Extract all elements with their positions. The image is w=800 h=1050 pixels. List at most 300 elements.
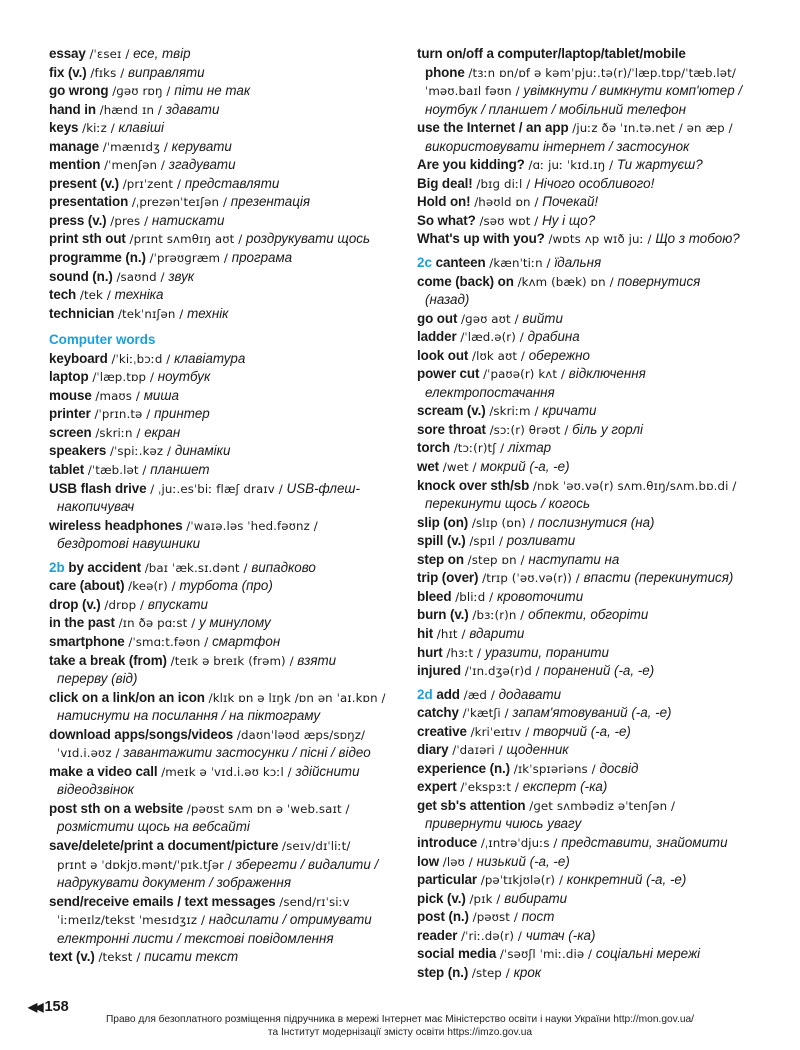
- headword: download apps/songs/videos: [49, 726, 234, 742]
- headword: torch: [417, 440, 450, 456]
- headword: keyboard: [49, 350, 108, 366]
- phonetic: /hænd ɪn /: [99, 102, 162, 117]
- vocab-entry: [417, 328, 769, 347]
- phonetic: /lʊk aʊt /: [472, 348, 525, 363]
- copyright-note: [100, 1013, 700, 1039]
- phonetic: /sɔː(r) θrəʊt /: [489, 422, 569, 437]
- translation: кричати: [542, 403, 597, 419]
- vocab-entry-continuation: [49, 670, 404, 689]
- translation: надсилати / отримувати: [208, 912, 372, 928]
- vocab-entry-continuation: [49, 535, 404, 554]
- translation: звук: [168, 268, 195, 284]
- vocab-entry-continuation: [417, 384, 769, 403]
- phonetic: /tɜːn ɒn/ɒf ə kəmˈpjuː.tə(r)/ˈlæp.tɒp/ˈtæb.lət/: [468, 65, 736, 80]
- translation: перерву (від): [57, 671, 138, 687]
- headword: wireless headphones: [49, 517, 183, 533]
- headword: mouse: [49, 387, 92, 403]
- vocab-entry: [49, 596, 404, 615]
- vocab-entry-continuation: [417, 64, 769, 83]
- headword: sore throat: [417, 421, 486, 437]
- vocab-entry: [49, 633, 404, 652]
- vocab-entry: [417, 477, 769, 496]
- copyright-line-2: та Інститут модернізації змісту освіти https://imzo.gov.ua: [267, 1027, 533, 1038]
- headword: presentation: [49, 194, 129, 210]
- translation: Що з тобою?: [655, 231, 740, 247]
- vocab-entry: [49, 156, 404, 175]
- translation: презентація: [230, 194, 311, 210]
- vocab-entry: [49, 138, 404, 157]
- translation: їдальня: [554, 255, 602, 271]
- vocab-entry: [417, 273, 769, 292]
- vocab-entry: [49, 101, 404, 120]
- translation: біль у горлі: [572, 421, 643, 437]
- translation: зберегти / видалити /: [235, 856, 379, 872]
- vocab-entry-continuation: [49, 707, 404, 726]
- vocab-entry: [49, 652, 404, 671]
- vocab-entry: [49, 405, 404, 424]
- headword: bleed: [417, 588, 452, 604]
- translation: ліхтар: [507, 440, 552, 456]
- vocab-entry: [49, 268, 404, 287]
- headword: smartphone: [49, 633, 125, 649]
- headword: print sth out: [49, 231, 126, 247]
- headword: experience (n.): [417, 760, 511, 776]
- vocab-entry: [417, 119, 769, 138]
- phonetic: /ˈsəʊʃl ˈmiː.diə /: [499, 947, 593, 962]
- translation: планшет: [150, 462, 210, 478]
- headword: slip (on): [417, 514, 469, 530]
- phonetic: /ɡəʊ aʊt /: [461, 311, 519, 326]
- translation: клавіатура: [174, 350, 246, 366]
- headword: care (about): [49, 578, 125, 594]
- translation: ноутбук: [157, 369, 211, 385]
- phonetic: /ˌɪntrəˈdjuːs /: [480, 835, 558, 850]
- headword: What's up with you?: [417, 231, 545, 247]
- headword: mention: [49, 157, 101, 173]
- section-number: 2b: [49, 559, 65, 575]
- translation: Ну і що?: [542, 212, 596, 228]
- vocab-entry: [417, 964, 769, 983]
- translation: есе, твір: [133, 46, 191, 61]
- phonetic: /ˈlæd.ə(r) /: [460, 330, 524, 345]
- headword: by accident: [68, 559, 141, 575]
- headword: speakers: [49, 443, 107, 459]
- headword: burn (v.): [417, 607, 469, 623]
- translation: пост: [521, 909, 555, 925]
- headword: fix (v.): [49, 64, 87, 80]
- vocab-entry: [49, 175, 404, 194]
- headword: manage: [49, 138, 100, 154]
- headword: printer: [49, 406, 91, 422]
- vocab-entry: [49, 763, 404, 782]
- headword: Hold on!: [417, 194, 471, 210]
- translation: програма: [231, 250, 293, 266]
- phonetic: /æd /: [463, 687, 495, 702]
- translation: миша: [143, 387, 179, 403]
- phonetic: /pɪk /: [469, 891, 501, 906]
- translation: USB-флеш-: [286, 480, 360, 496]
- translation: натиснути на посилання / на піктограму: [57, 708, 321, 724]
- headword: technician: [49, 305, 115, 321]
- translation: електронні листи / текстові повідомлення: [57, 930, 334, 946]
- vocab-entry: [417, 778, 769, 797]
- translation: обпекти, обгоріти: [528, 607, 649, 623]
- vocab-entry: [49, 442, 404, 461]
- vocab-entry-continuation: [49, 781, 404, 800]
- translation: писати текст: [144, 949, 239, 965]
- phonetic: /ˈkætʃi /: [462, 706, 509, 721]
- vocab-entry: [417, 569, 769, 588]
- translation: досвід: [599, 760, 639, 776]
- vocab-entry: [417, 254, 769, 273]
- vocab-entry: [49, 800, 404, 819]
- phonetic: /ˈspiː.kəz /: [110, 444, 172, 459]
- vocab-entry: [417, 514, 769, 533]
- vocab-entry-continuation: [49, 498, 404, 517]
- translation: увімкнути / вимкнути комп'ютер /: [523, 83, 743, 99]
- translation: щоденник: [506, 742, 569, 758]
- phonetic: /baɪ ˈæk.sɪ.dənt /: [144, 560, 248, 575]
- phonetic: /saʊnd /: [116, 269, 165, 284]
- translation: технік: [187, 305, 229, 321]
- headword: reader: [417, 927, 458, 943]
- phonetic: /step ɒn /: [467, 552, 525, 567]
- headword: laptop: [49, 369, 89, 385]
- vocab-entry: [49, 45, 404, 64]
- vocab-entry-continuation: [49, 744, 404, 763]
- vocab-entry-continuation: [49, 856, 404, 875]
- vocab-entry: [417, 347, 769, 366]
- phonetic: /səʊ wɒt /: [479, 213, 539, 228]
- phonetic: /ˈmænɪdʒ /: [102, 139, 168, 154]
- headword: drop (v.): [49, 596, 101, 612]
- phonetic: /tek /: [79, 288, 111, 303]
- headword: look out: [417, 347, 469, 363]
- headword: press (v.): [49, 212, 107, 228]
- phonetic: /skriːm /: [489, 404, 539, 419]
- headword: catchy: [417, 705, 459, 721]
- headword: turn on/off a computer/laptop/tablet/mobile: [417, 46, 686, 61]
- headword: So what?: [417, 212, 476, 228]
- vocab-entry: [49, 689, 404, 708]
- headword: send/receive emails / text messages: [49, 893, 276, 909]
- vocab-entry: [417, 686, 769, 705]
- translation: впускати: [147, 596, 208, 612]
- translation: наступати на: [528, 551, 620, 567]
- phonetic: /ˈlæp.tɒp /: [92, 370, 155, 385]
- phonetic: /ˈriː.də(r) /: [461, 928, 522, 943]
- vocab-entry: [417, 402, 769, 421]
- phonetic: /pəʊst sʌm ɒn ə ˈweb.saɪt /: [186, 801, 350, 816]
- vocab-entry: [49, 82, 404, 101]
- translation: натискати: [151, 212, 225, 228]
- translation: поранений (-а, -е): [543, 663, 655, 679]
- vocab-entry: [49, 614, 404, 633]
- vocab-entry: [49, 461, 404, 480]
- phonetic: /ˈekspɜːt /: [460, 780, 519, 795]
- translation: перекинути щось / когось: [425, 496, 591, 512]
- phonetic: /bliːd /: [455, 589, 494, 604]
- headword: low: [417, 853, 440, 869]
- page-number: ◀◀ 158: [28, 999, 69, 1015]
- vocab-entry-continuation: [417, 138, 769, 157]
- phonetic: /ləʊ /: [442, 854, 473, 869]
- headword: injured: [417, 663, 461, 679]
- phonetic: /wet /: [442, 460, 477, 475]
- translation: мокрий (-а, -е): [480, 459, 570, 475]
- vocab-entry: [49, 286, 404, 305]
- phonetic: /hɜːt /: [446, 645, 482, 660]
- translation: крок: [513, 964, 542, 980]
- phonetic: /nɒk ˈəʊ.və(r) sʌm.θɪŋ/sʌm.bɒ.di /: [532, 478, 737, 493]
- vocab-entry-continuation: [49, 874, 404, 893]
- vocab-entry: [417, 625, 769, 644]
- translation: уразити, поранити: [484, 644, 609, 660]
- headword: scream (v.): [417, 403, 486, 419]
- phonetic: /ˈprəʊɡræm /: [149, 251, 228, 266]
- translation: розливати: [506, 533, 576, 549]
- translation: надрукувати документ / зображення: [57, 875, 292, 891]
- headword: USB flash drive: [49, 480, 147, 496]
- phonetic: /ˈɪn.dʒə(r)d /: [464, 664, 540, 679]
- vocab-entry: [49, 212, 404, 231]
- headword: tech: [49, 287, 77, 303]
- headword: Are you kidding?: [417, 157, 525, 173]
- headword: in the past: [49, 615, 115, 631]
- vocab-entry: [417, 45, 769, 64]
- phonetic: /skriːn /: [95, 425, 141, 440]
- headword: diary: [417, 742, 449, 758]
- translation: послизнутися (на): [537, 514, 655, 530]
- translation: Нічого особливого!: [534, 175, 655, 191]
- headword: step on: [417, 551, 464, 567]
- vocab-entry: [49, 350, 404, 369]
- phonetic: /prɪˈzent /: [122, 176, 182, 191]
- headword: go out: [417, 310, 458, 326]
- section-heading: Computer words: [49, 332, 156, 348]
- phonetic: /tekˈnɪʃən /: [117, 306, 184, 321]
- headword: get sb's attention: [417, 797, 526, 813]
- phonetic: /pres /: [110, 213, 149, 228]
- translation: здійснити: [295, 763, 360, 779]
- translation: вийти: [522, 310, 563, 326]
- vocab-entry: [49, 193, 404, 212]
- headword: post (n.): [417, 909, 469, 925]
- vocab-entry: [417, 532, 769, 551]
- translation: розмістити щось на вебсайті: [57, 819, 250, 835]
- phonetic: /ˈmenʃən /: [104, 158, 165, 173]
- headword: trip (over): [417, 570, 479, 586]
- translation: здавати: [165, 101, 220, 117]
- translation: конкретний (-а, -е): [566, 872, 687, 888]
- phonetic: /ɪn ðə pɑːst /: [118, 616, 196, 631]
- phonetic: / ˌjuː.esˈbiː flæʃ draɪv /: [150, 481, 283, 496]
- translation: керувати: [171, 138, 232, 154]
- vocab-entry: [417, 551, 769, 570]
- translation: додавати: [498, 686, 562, 702]
- translation: принтер: [154, 406, 210, 422]
- headword: phone: [425, 64, 465, 80]
- vocab-entry: [417, 644, 769, 663]
- headword: come (back) on: [417, 273, 514, 289]
- translation: повернутися: [617, 273, 701, 289]
- headword: screen: [49, 424, 92, 440]
- phonetic: /ˈpaʊə(r) kʌt /: [483, 367, 566, 382]
- translation: низький (-а, -е): [476, 853, 570, 869]
- phonetic: /həʊld ɒn /: [474, 195, 539, 210]
- vocab-entry: [417, 890, 769, 909]
- phonetic: /wɒts ʌp wɪð juː /: [548, 232, 652, 247]
- translation: представляти: [184, 175, 280, 191]
- headword: keys: [49, 120, 79, 136]
- vocab-entry: [417, 797, 769, 816]
- phonetic: /meɪk ə ˈvɪd.i.əʊ kɔːl /: [161, 764, 292, 779]
- phonetic: /klɪk ɒn ə lɪŋk /ɒn ən ˈaɪ.kɒn /: [208, 690, 386, 705]
- headword: programme (n.): [49, 250, 146, 266]
- translation: впасти (перекинутися): [583, 570, 734, 586]
- vocab-entry-continuation: [417, 101, 769, 120]
- phonetic: /ˈkiːˌbɔːd /: [111, 351, 171, 366]
- translation: бездротові навушники: [57, 536, 201, 552]
- translation: Ти жартуєш?: [616, 157, 703, 173]
- headword: click on a link/on an icon: [49, 689, 205, 705]
- headword: hurt: [417, 644, 443, 660]
- right-column: [417, 45, 769, 982]
- translation: творчий (-а, -е): [533, 723, 631, 739]
- vocab-entry: [417, 421, 769, 440]
- vocab-entry: [417, 212, 769, 231]
- vocab-entry: [49, 893, 404, 912]
- vocab-entry: [417, 588, 769, 607]
- vocab-entry-continuation: [417, 815, 769, 834]
- translation: завантажити застосунки / пісні / відео: [123, 745, 371, 761]
- translation: роздрукувати щось: [246, 231, 371, 247]
- translation: динаміки: [174, 443, 231, 459]
- vocab-entry: [417, 662, 769, 681]
- vocab-entry: [49, 305, 404, 324]
- headword: expert: [417, 779, 457, 795]
- vocab-entry-continuation: [417, 291, 769, 310]
- headword: social media: [417, 946, 497, 962]
- phonetic: prɪnt ə ˈdɒkjʊ.mənt/ˈpɪk.tʃər /: [57, 857, 232, 872]
- phonetic: /keə(r) /: [128, 579, 176, 594]
- translation: піти не так: [174, 83, 251, 99]
- translation: кровоточити: [496, 588, 584, 604]
- phonetic: /kriˈeɪtɪv /: [470, 724, 530, 739]
- translation: екран: [144, 424, 181, 440]
- translation: виправляти: [128, 64, 205, 80]
- phonetic: /kiːz /: [82, 121, 115, 136]
- vocab-entry: [417, 723, 769, 742]
- phonetic: /ɑː juː ˈkɪd.ɪŋ /: [528, 158, 614, 173]
- vocab-entry: [417, 927, 769, 946]
- translation: використовувати інтернет / застосунок: [425, 138, 690, 154]
- vocab-entry: [49, 948, 404, 967]
- vocab-entry: [49, 480, 404, 499]
- phonetic: /bɪɡ diːl /: [476, 176, 531, 191]
- vocab-entry: [49, 368, 404, 387]
- headword: Big deal!: [417, 175, 473, 191]
- vocab-entry: [417, 230, 769, 249]
- translation: вибирати: [504, 890, 568, 906]
- headword: hit: [417, 625, 434, 641]
- phonetic: /tekst /: [98, 950, 141, 965]
- phonetic: /slɪp (ɒn) /: [471, 515, 535, 530]
- vocab-entry: [417, 175, 769, 194]
- phonetic: /pəˈtɪkjʊlə(r) /: [480, 873, 564, 888]
- vocab-entry: [49, 119, 404, 138]
- headword: essay: [49, 46, 86, 61]
- vocab-entry: [417, 439, 769, 458]
- headword: knock over sth/sb: [417, 477, 530, 493]
- headword: save/delete/print a document/picture: [49, 837, 279, 853]
- translation: обережно: [528, 347, 590, 363]
- phonetic: /ɪkˈspɪəriəns /: [513, 761, 596, 776]
- translation: техніка: [114, 287, 164, 303]
- phonetic: /ˈwaɪə.ləs ˈhed.fəʊnz /: [186, 518, 318, 533]
- phonetic: /ˈɛseɪ /: [89, 47, 130, 61]
- headword: particular: [417, 872, 478, 888]
- left-column: [49, 45, 404, 967]
- vocab-entry: [417, 760, 769, 779]
- phonetic: /kʌm (bæk) ɒn /: [517, 274, 614, 289]
- translation: вдарити: [469, 625, 525, 641]
- vocab-entry: [49, 726, 404, 745]
- vocab-entry: [49, 64, 404, 83]
- phonetic: /ɡet sʌmbədiz əˈtenʃən /: [529, 798, 676, 813]
- translation: смартфон: [212, 633, 281, 649]
- vocab-entry: [49, 387, 404, 406]
- vocab-entry: [49, 559, 404, 578]
- vocab-entry: [417, 458, 769, 477]
- phonetic: ˈməʊ.baɪl fəʊn /: [425, 84, 520, 99]
- vocab-entry: [49, 517, 404, 536]
- headword: creative: [417, 723, 467, 739]
- phonetic: /seɪv/dɪˈliːt/: [282, 838, 351, 853]
- vocab-entry: [417, 193, 769, 212]
- vocab-entry: [417, 704, 769, 723]
- translation: Почекай!: [542, 194, 599, 210]
- vocab-entry-continuation: [49, 930, 404, 949]
- vocab-entry: [417, 365, 769, 384]
- translation: випадково: [251, 559, 316, 575]
- translation: представити, знайомити: [561, 834, 728, 850]
- translation: накопичувач: [57, 499, 135, 515]
- phonetic: /tɔː(r)tʃ /: [453, 441, 505, 456]
- phonetic: /juːz ðə ˈɪn.tə.net / ən æp /: [572, 121, 733, 136]
- vocab-entry: [49, 424, 404, 443]
- headword: make a video call: [49, 763, 158, 779]
- vocab-entry: [49, 577, 404, 596]
- vocab-entry: [417, 834, 769, 853]
- headword: wet: [417, 459, 440, 475]
- phonetic: /ˈtæb.lət /: [87, 463, 147, 478]
- headword: spill (v.): [417, 533, 466, 549]
- phonetic: /trɪp (ˈəʊ.və(r)) /: [482, 571, 580, 586]
- vocab-entry: [49, 249, 404, 268]
- translation: турбота (про): [179, 578, 273, 594]
- phonetic: /ˈprɪn.tə /: [94, 407, 151, 422]
- rewind-arrows-icon: ◀◀: [28, 1000, 41, 1014]
- phonetic: /ɡəʊ rɒŋ /: [112, 84, 171, 99]
- vocab-entry: [417, 945, 769, 964]
- headword: step (n.): [417, 964, 469, 980]
- vocab-entry: [417, 741, 769, 760]
- headword: pick (v.): [417, 890, 466, 906]
- phonetic: /teɪk ə breɪk (frəm) /: [170, 653, 294, 668]
- headword: ladder: [417, 329, 457, 345]
- vocab-entry-continuation: [49, 818, 404, 837]
